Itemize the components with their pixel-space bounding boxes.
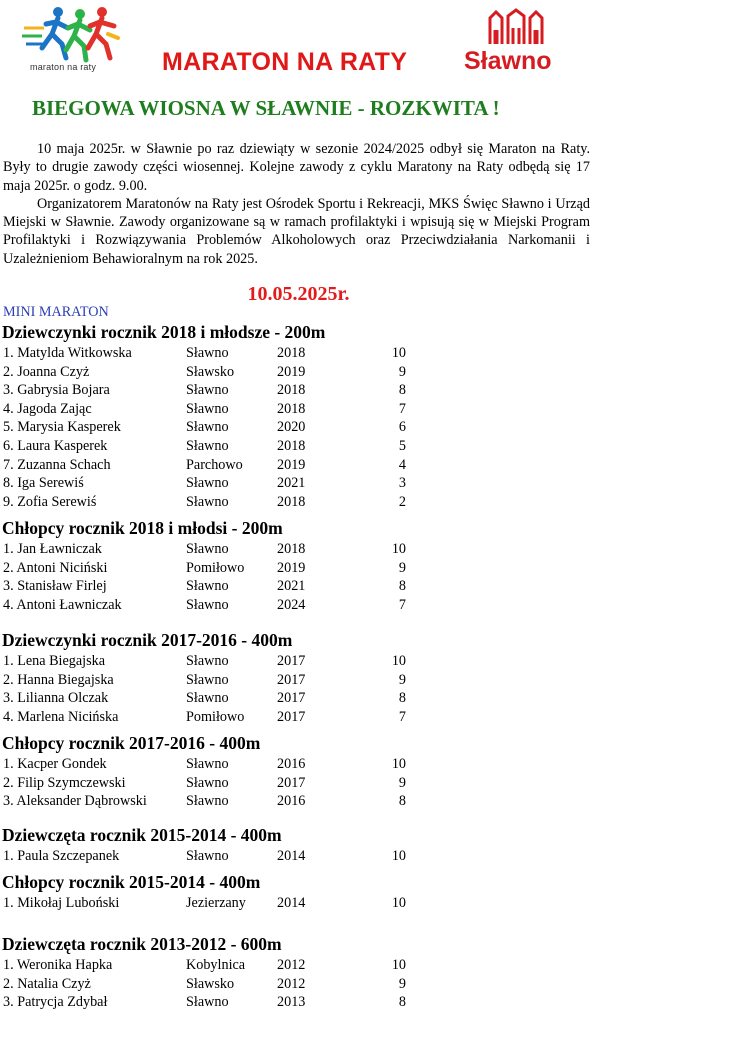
athlete-name: 1. Matylda Witkowska [3,345,132,361]
athlete-town: Sławno [186,475,229,492]
athlete-name: 3. Lilianna Olczak [3,690,109,707]
athlete-name: 3. Patrycja Zdybał [3,994,108,1011]
category-title: Dziewczęta rocznik 2013-2012 - 600m [2,934,282,954]
athlete-name: 4. Jagoda Zając [3,400,92,417]
category-title: Dziewczynki rocznik 2017-2016 - 400m [2,630,293,650]
points: 7 [398,708,406,725]
result-row [0,577,430,595]
logo-caption: maraton na raty [30,62,97,72]
result-row [0,755,430,773]
intro-paragraph: 10 maja 2025r. w Sławnie po raz dziewiąty w sezonie 2024/2025 odbył się Maraton na Raty. Były to drugie zawody części wiosennej. Kolejne zawody z cyklu Maratony na Raty odbędą się 17 maja 2025r. o godz. 9.00. [3,141,590,194]
result-row [0,559,430,577]
birth-year: 2018 [277,541,306,557]
points: 10 [391,541,406,557]
birth-year: 2020 [277,419,306,436]
birth-year: 2021 [277,475,306,492]
birth-year: 2018 [277,345,306,361]
athlete-name: 2. Hanna Biegajska [3,671,114,688]
athlete-name: 4. Antoni Ławniczak [3,596,122,613]
result-row [0,792,430,810]
athlete-town: Pomiłowo [186,559,245,576]
athlete-town: Sławno [186,653,229,669]
result-row [0,689,430,707]
result-row [0,418,430,436]
category-title: Chłopcy rocznik 2015-2014 - 400m [2,872,261,892]
athlete-name: 3. Aleksander Dąbrowski [3,793,147,810]
points: 6 [398,419,406,436]
result-row [0,540,430,558]
result-row [0,474,430,492]
birth-year: 2018 [277,382,306,399]
athlete-town: Sławno [186,671,229,688]
page-title: MARATON NA RATY [162,48,408,76]
points: 10 [391,848,406,864]
athlete-town: Sławno [186,848,229,864]
athlete-name: 2. Filip Szymczewski [3,774,126,791]
result-row [0,993,430,1011]
athlete-town: Sławno [186,438,229,454]
athlete-name: 5. Marysia Kasperek [3,419,121,436]
athlete-town: Sławno [186,345,229,361]
intro-text [3,140,590,268]
birth-year: 2016 [277,756,306,772]
result-row [0,708,430,726]
birth-year: 2018 [277,400,306,417]
athlete-town: Sławno [186,382,229,399]
athlete-town: Sławno [186,994,229,1011]
birth-year: 2017 [277,671,306,688]
athlete-town: Sławno [186,493,229,510]
category-title: Chłopcy rocznik 2018 i młodsi - 200m [2,518,283,538]
athlete-name: 1. Weronika Hapka [3,957,113,973]
points: 10 [391,957,406,973]
athlete-town: Sławno [186,419,229,436]
athlete-town: Sławno [186,400,229,417]
athlete-name: 4. Marlena Nicińska [3,708,119,725]
birth-year: 2018 [277,493,306,510]
points: 9 [398,363,406,380]
athlete-name: 1. Kacper Gondek [3,756,107,772]
athlete-name: 1. Jan Ławniczak [3,541,102,557]
birth-year: 2017 [277,653,306,669]
result-row [0,381,430,399]
athlete-name: 1. Paula Szczepanek [3,848,120,864]
athlete-name: 3. Gabrysia Bojara [3,382,110,399]
athlete-name: 9. Zofia Serewiś [3,493,97,510]
points: 3 [398,475,406,492]
result-row [0,774,430,792]
athlete-name: 2. Natalia Czyż [3,975,91,992]
athlete-name: 2. Antoni Niciński [3,559,108,576]
result-row [0,894,430,912]
points: 9 [398,975,406,992]
result-row [0,437,430,455]
points: 9 [398,559,406,576]
points: 5 [398,438,406,454]
birth-year: 2018 [277,438,306,454]
athlete-town: Pomiłowo [186,708,245,725]
birth-year: 2021 [277,578,306,595]
points: 2 [398,493,406,510]
category-title: Dziewczynki rocznik 2018 i młodsze - 200m [2,322,326,342]
points: 8 [398,382,406,399]
points: 10 [391,895,406,911]
athlete-name: 3. Stanisław Firlej [3,578,107,595]
points: 8 [398,793,406,810]
category-title: Chłopcy rocznik 2017-2016 - 400m [2,733,261,753]
result-row [0,456,430,474]
athlete-name: 2. Joanna Czyż [3,363,90,380]
athlete-town: Sławno [186,793,229,810]
birth-year: 2014 [277,895,306,911]
birth-year: 2017 [277,708,306,725]
category-title: Dziewczęta rocznik 2015-2014 - 400m [2,825,282,845]
athlete-town: Jezierzany [186,895,246,911]
birth-year: 2016 [277,793,306,810]
points: 7 [398,400,406,417]
points: 9 [398,671,406,688]
athlete-town: Sławno [186,578,229,595]
points: 7 [398,596,406,613]
birth-year: 2017 [277,690,306,707]
birth-year: 2024 [277,596,306,613]
athlete-name: 1. Mikołaj Luboński [3,895,120,911]
result-row [0,596,430,614]
result-row [0,956,430,974]
athlete-town: Sławsko [186,975,235,992]
points: 10 [391,756,406,772]
athlete-town: Sławno [186,690,229,707]
athlete-town: Sławno [186,774,229,791]
headline: BIEGOWA WIOSNA W SŁAWNIE - ROZKWITA ! [32,96,500,120]
result-row [0,847,430,865]
athlete-name: 6. Laura Kasperek [3,438,108,454]
section-label: MINI MARATON [3,304,109,320]
athlete-town: Parchowo [186,456,243,473]
athlete-name: 8. Iga Serewiś [3,475,84,492]
result-row [0,652,430,670]
athlete-town: Sławsko [186,363,235,380]
birth-year: 2019 [277,363,306,380]
athlete-town: Kobylnica [186,957,246,973]
city-logo-text: Sławno [464,47,552,75]
birth-year: 2019 [277,456,306,473]
birth-year: 2014 [277,848,306,864]
athlete-name: 7. Zuzanna Schach [3,456,111,473]
result-row [0,975,430,993]
city-gates-icon [462,8,574,48]
athlete-town: Sławno [186,756,229,772]
athlete-name: 1. Lena Biegajska [3,653,106,669]
result-row [0,400,430,418]
result-row [0,363,430,381]
result-row [0,344,430,362]
event-date: 10.05.2025r. [247,283,350,305]
points: 10 [391,653,406,669]
points: 4 [398,456,406,473]
points: 8 [398,690,406,707]
birth-year: 2012 [277,957,306,973]
points: 8 [398,994,406,1011]
birth-year: 2012 [277,975,306,992]
result-row [0,493,430,511]
athlete-town: Sławno [186,596,229,613]
birth-year: 2013 [277,994,306,1011]
athlete-town: Sławno [186,541,229,557]
result-row [0,671,430,689]
birth-year: 2017 [277,774,306,791]
intro-paragraph: Organizatorem Maratonów na Raty jest Ośrodek Sportu i Rekreacji, MKS Święc Sławno i Urząd Miejski w Sławnie. Zawody organizowane są w ramach profilaktyki i wpisują się w Miejski Program Profilaktyki i Rozwiązywania Problemów Alkoholowych oraz Przeciwdziałania Narkomanii i Uzależnieniom Behawioralnym na rok 2025. [3,195,590,267]
points: 10 [391,345,406,361]
points: 8 [398,578,406,595]
birth-year: 2019 [277,559,306,576]
points: 9 [398,774,406,791]
runners-icon [22,4,122,68]
